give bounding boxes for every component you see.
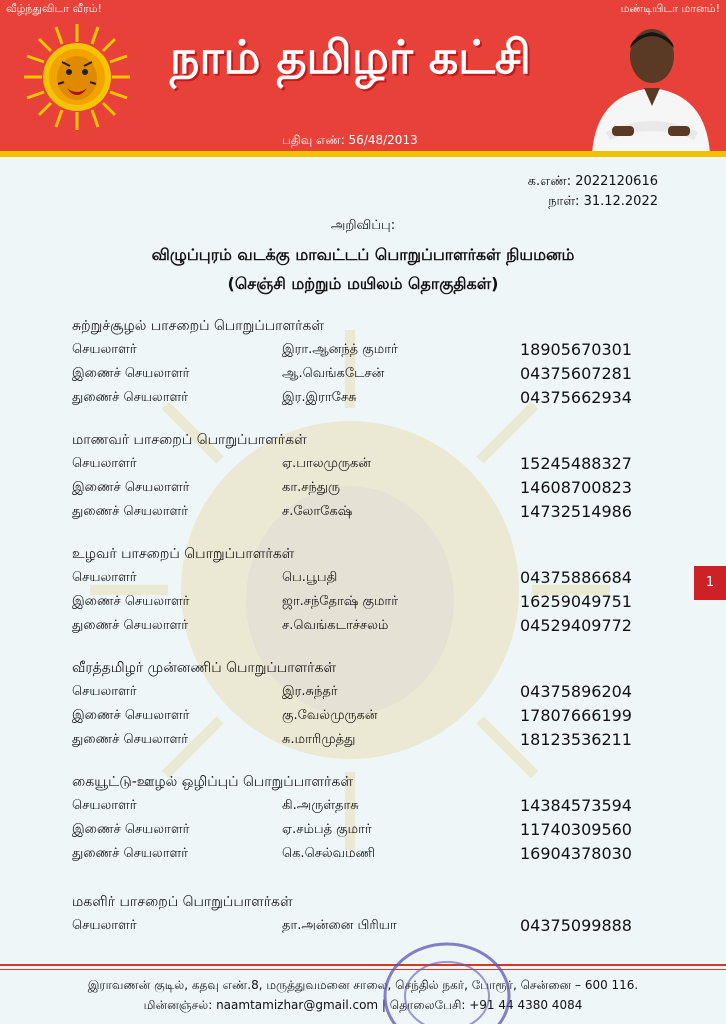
person-name: சு.மாரிமுத்து <box>282 732 356 747</box>
phone-number: 04375662934 <box>520 388 632 407</box>
role-label: துணைச் செயலாளர் <box>72 732 189 747</box>
role-label: இணைச் செயலாளர் <box>72 480 190 495</box>
person-name: ஏ.பாலமுருகன் <box>282 456 371 471</box>
header-yellow-band <box>0 151 726 157</box>
role-label: செயலாளர் <box>72 918 137 933</box>
person-name: ச.லோகேஷ் <box>282 504 353 519</box>
phone-number: 15245488327 <box>520 454 632 473</box>
appointment-row <box>72 798 652 820</box>
phone-number: 04375607281 <box>520 364 632 383</box>
phone-number: 04375886684 <box>520 568 632 587</box>
section-title: மகளிர் பாசறைப் பொறுப்பாளர்கள் <box>72 894 293 910</box>
role-label: செயலாளர் <box>72 342 137 357</box>
person-name: கி.அருள்தாசு <box>282 798 359 813</box>
appointment-row <box>72 480 652 502</box>
phone-number: 11740309560 <box>520 820 632 839</box>
letterhead-header <box>0 0 726 157</box>
appointment-row <box>72 342 652 364</box>
role-label: செயலாளர் <box>72 684 137 699</box>
appointment-row <box>72 708 652 730</box>
footer-divider <box>0 964 726 966</box>
person-name: ஏ.சம்பத் குமார் <box>282 822 372 837</box>
phone-number: 14608700823 <box>520 478 632 497</box>
role-label: துணைச் செயலாளர் <box>72 618 189 633</box>
section-title: சுற்றுச்சூழல் பாசறைப் பொறுப்பாளர்கள் <box>72 318 324 334</box>
notice-label: அறிவிப்பு: <box>330 218 396 233</box>
person-name: ஜா.சந்தோஷ் குமார் <box>282 594 398 609</box>
footer-address: இராவணன் குடில், கதவு எண்.8, மருத்துவமனை சாலை, செந்தில் நகர், போரூர், சென்னை – 600 116. <box>87 978 639 992</box>
section-title: வீரத்தமிழர் முன்னணிப் பொறுப்பாளர்கள் <box>72 660 337 676</box>
appointment-row <box>72 732 652 754</box>
notice-subtitle: (செஞ்சி மற்றும் மயிலம் தொகுதிகள்) <box>227 274 499 293</box>
appointment-row <box>72 918 652 940</box>
appointment-row <box>72 390 652 412</box>
appointment-row <box>72 570 652 592</box>
role-label: செயலாளர் <box>72 570 137 585</box>
person-name: பெ.பூபதி <box>282 570 338 585</box>
appointment-row <box>72 456 652 478</box>
role-label: துணைச் செயலாளர் <box>72 846 189 861</box>
role-label: இணைச் செயலாளர் <box>72 708 190 723</box>
registration-number: பதிவு எண்: 56/48/2013 <box>282 133 418 147</box>
phone-number: 17807666199 <box>520 706 632 725</box>
tiger-logo-icon <box>22 22 132 132</box>
slogan-right: மண்டியிடா மானம்! <box>620 2 720 15</box>
notice-title: விழுப்புரம் வடக்கு மாவட்டப் பொறுப்பாளர்கள் நியமனம் <box>151 245 575 264</box>
leader-photo <box>582 14 714 154</box>
footer-contact: மின்னஞ்சல்: naamtamizhar@gmail.com | தொலைபேசி: +91 44 4380 4084 <box>143 998 583 1012</box>
appointment-row <box>72 618 652 640</box>
person-name: இர.சுந்தர் <box>282 684 338 699</box>
person-name: கா.சந்துரு <box>282 480 341 495</box>
party-name: நாம் தமிழர் கட்சி <box>170 30 531 84</box>
appointment-row <box>72 504 652 526</box>
person-name: தா.அன்னை பிரியா <box>282 918 397 933</box>
footer-divider <box>0 969 726 970</box>
phone-number: 04375896204 <box>520 682 632 701</box>
appointment-row <box>72 822 652 844</box>
phone-number: 04529409772 <box>520 616 632 635</box>
appointment-row <box>72 846 652 868</box>
person-name: இரா.ஆனந்த் குமார் <box>282 342 398 357</box>
phone-number: 18905670301 <box>520 340 632 359</box>
slogan-left: வீழ்ந்துவிடா வீரம்! <box>6 2 102 15</box>
phone-number: 16904378030 <box>520 844 632 863</box>
role-label: செயலாளர் <box>72 798 137 813</box>
appointment-row <box>72 366 652 388</box>
person-name: கெ.செல்வமணி <box>282 846 375 861</box>
role-label: இணைச் செயலாளர் <box>72 822 190 837</box>
person-name: கு.வேல்முருகன் <box>282 708 378 723</box>
phone-number: 16259049751 <box>520 592 632 611</box>
section-title: கையூட்டு-ஊழல் ஒழிப்புப் பொறுப்பாளர்கள் <box>72 774 353 790</box>
role-label: செயலாளர் <box>72 456 137 471</box>
page-number-tab[interactable]: 1 <box>694 566 726 600</box>
phone-number: 14732514986 <box>520 502 632 521</box>
person-name: இர.இராசேசு <box>282 390 357 405</box>
section-title: உழவர் பாசறைப் பொறுப்பாளர்கள் <box>72 546 295 562</box>
reference-date: நாள்: 31.12.2022 <box>548 194 658 209</box>
role-label: துணைச் செயலாளர் <box>72 504 189 519</box>
appointment-row <box>72 684 652 706</box>
phone-number: 04375099888 <box>520 916 632 935</box>
section-title: மாணவர் பாசறைப் பொறுப்பாளர்கள் <box>72 432 307 448</box>
appointment-row <box>72 594 652 616</box>
role-label: இணைச் செயலாளர் <box>72 594 190 609</box>
reference-number: க.எண்: 2022120616 <box>527 174 658 189</box>
role-label: இணைச் செயலாளர் <box>72 366 190 381</box>
phone-number: 14384573594 <box>520 796 632 815</box>
person-name: ச.வெங்கடாச்சலம் <box>282 618 389 633</box>
role-label: துணைச் செயலாளர் <box>72 390 189 405</box>
party-seal-stamp <box>378 936 516 1024</box>
phone-number: 18123536211 <box>520 730 632 749</box>
person-name: ஆ.வெங்கடேசன் <box>282 366 385 381</box>
